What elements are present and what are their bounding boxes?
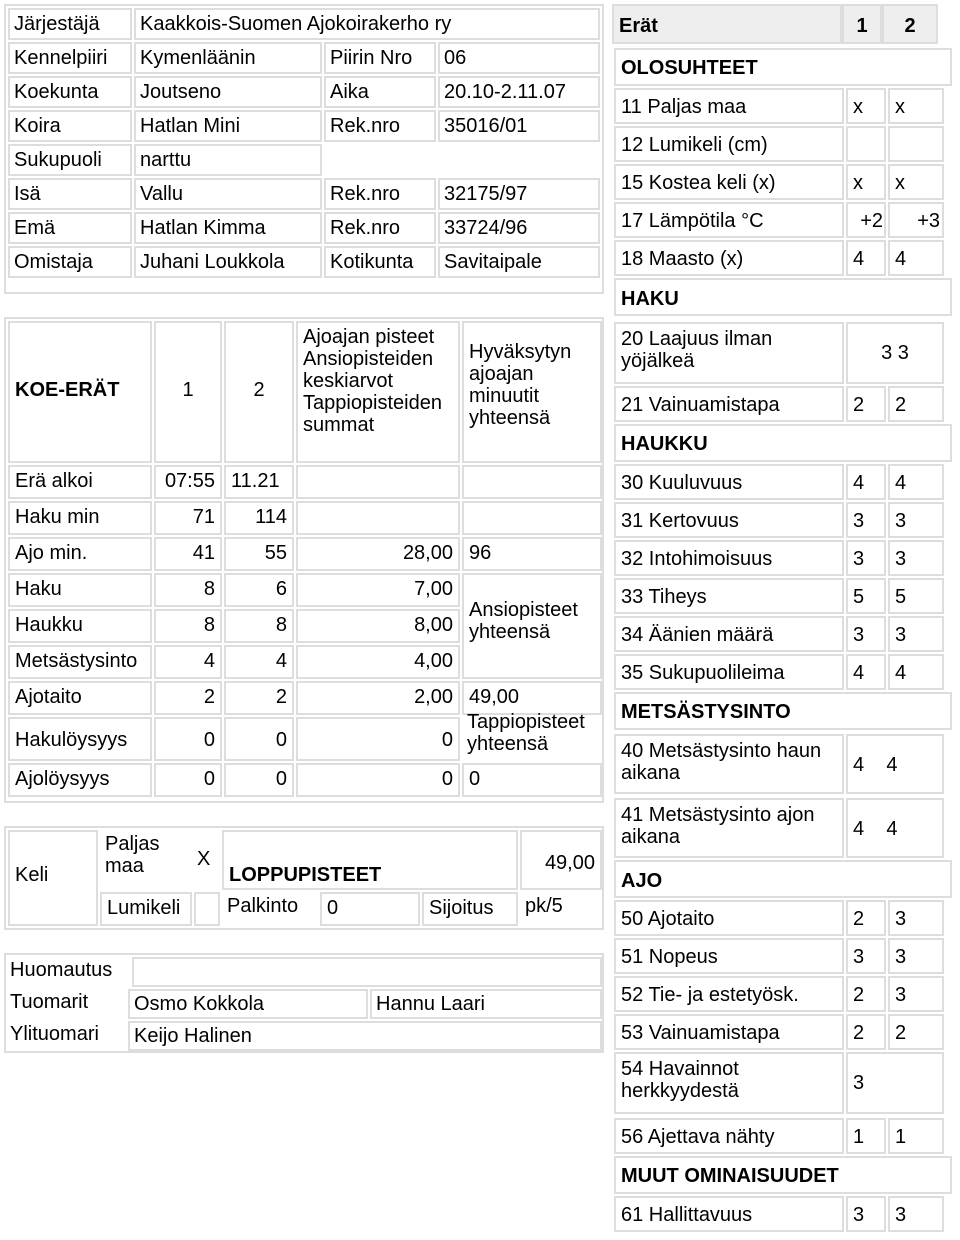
r12-label: 12 Lumikeli (cm) xyxy=(614,126,844,162)
r31-label: 31 Kertovuus xyxy=(614,502,844,538)
hakuloysyys-2: 0 xyxy=(224,717,294,761)
ajo-min-2: 55 xyxy=(224,537,294,571)
hakuloysyys-3: 0 xyxy=(296,717,460,761)
right-panel xyxy=(612,4,956,1236)
r17-b: +3 xyxy=(888,202,944,238)
judges-panel xyxy=(4,953,604,1053)
ansiopisteet-yhteensa: Ansiopisteet yhteensä xyxy=(462,573,602,679)
r18-a: 4 xyxy=(846,240,886,276)
haku-min-2: 114 xyxy=(224,501,294,535)
info-table xyxy=(6,6,602,280)
era-alkoi-2: 11.21 xyxy=(224,465,294,499)
haukku-label: Haukku xyxy=(8,609,152,643)
ajo-min-3: 28,00 xyxy=(296,537,460,571)
loppupisteet-label: LOPPUPISTEET xyxy=(222,830,518,890)
sijoitus-value: pk/5 xyxy=(525,895,563,917)
r15-a: x xyxy=(846,164,886,200)
value-aika: 20.10-2.11.07 xyxy=(438,76,600,108)
label-koekunta: Koekunta xyxy=(8,76,132,108)
r35-a: 4 xyxy=(846,654,886,690)
haukku-2: 8 xyxy=(224,609,294,643)
r54-a: 3 xyxy=(846,1052,944,1114)
ajotaito-3: 2,00 xyxy=(296,681,460,715)
r61-a: 3 xyxy=(846,1196,886,1232)
value-koira: Hatlan Mini xyxy=(134,110,322,142)
r61-b: 3 xyxy=(888,1196,944,1232)
era-alkoi-label: Erä alkoi xyxy=(8,465,152,499)
value-kennelpiiri: Kymenläänin xyxy=(134,42,322,74)
r31-a: 3 xyxy=(846,502,886,538)
r20-value xyxy=(846,322,944,384)
final-panel xyxy=(4,826,604,930)
ajoloysyys-1: 0 xyxy=(154,763,222,797)
value-ema-rek: 33724/96 xyxy=(438,212,600,244)
r32-b: 3 xyxy=(888,540,944,576)
r53-b: 2 xyxy=(888,1014,944,1050)
r40-a: 4 xyxy=(853,754,865,776)
r18-label: 18 Maasto (x) xyxy=(614,240,844,276)
r33-label: 33 Tiheys xyxy=(614,578,844,614)
r40-value xyxy=(846,734,944,794)
label-isa: Isä xyxy=(8,178,132,210)
r11-b: x xyxy=(888,88,944,124)
ajotaito-2: 2 xyxy=(224,681,294,715)
erat-1: 1 xyxy=(842,4,882,44)
scores-panel xyxy=(4,317,604,803)
metsastysinto-2: 4 xyxy=(224,645,294,679)
r56-a: 1 xyxy=(846,1118,886,1154)
label-omistaja: Omistaja xyxy=(8,246,132,278)
haku-3: 7,00 xyxy=(296,573,460,607)
r11-a: x xyxy=(846,88,886,124)
r56-b: 1 xyxy=(888,1118,944,1154)
ajoloysyys-3: 0 xyxy=(296,763,460,797)
value-koira-rek: 35016/01 xyxy=(438,110,600,142)
loppupisteet-value: 49,00 xyxy=(520,830,602,890)
r61-label: 61 Hallittavuus xyxy=(614,1196,844,1232)
era-alkoi-1: 07:55 xyxy=(154,465,222,499)
label-kotikunta: Kotikunta xyxy=(324,246,436,278)
haku-min-label: Haku min xyxy=(8,501,152,535)
r41-value xyxy=(846,798,944,858)
r40-b: 4 xyxy=(886,754,898,776)
metsastysinto-label: Metsästysinto xyxy=(8,645,152,679)
ajo-min-label: Ajo min. xyxy=(8,537,152,571)
ylituomari-name: Keijo Halinen xyxy=(128,1021,602,1051)
label-piirin-nro: Piirin Nro xyxy=(324,42,436,74)
tappiopisteet-yhteensa: Tappiopisteet yhteensä xyxy=(467,711,585,755)
r20-label: 20 Laajuus ilman yöjälkeä xyxy=(614,322,844,384)
metsastysinto-3: 4,00 xyxy=(296,645,460,679)
r30-b: 4 xyxy=(888,464,944,500)
haku-min-1: 71 xyxy=(154,501,222,535)
r52-a: 2 xyxy=(846,976,886,1012)
r34-a: 3 xyxy=(846,616,886,652)
r20-b: 3 xyxy=(897,342,909,364)
r35-label: 35 Sukupuolileima xyxy=(614,654,844,690)
era-alkoi-4 xyxy=(462,465,602,499)
haku-heading: HAKU xyxy=(614,278,952,316)
keli-label: Keli xyxy=(8,830,98,926)
haukku-heading: HAUKKU xyxy=(614,424,952,462)
ajotaito-label: Ajotaito xyxy=(8,681,152,715)
hakuloysyys-1: 0 xyxy=(154,717,222,761)
palkinto-label: Palkinto xyxy=(227,895,299,917)
haku-min-3 xyxy=(296,501,460,535)
haku-label: Haku xyxy=(8,573,152,607)
r12-b xyxy=(888,126,944,162)
r12-a xyxy=(846,126,886,162)
paljas-maa-x: X xyxy=(197,848,211,870)
r41-a: 4 xyxy=(853,818,865,840)
r51-a: 3 xyxy=(846,938,886,974)
hakuloysyys-label: Hakulöysyys xyxy=(8,717,152,761)
tuomarit-label: Tuomarit xyxy=(10,991,89,1013)
r11-label: 11 Paljas maa xyxy=(614,88,844,124)
r50-a: 2 xyxy=(846,900,886,936)
ajotaito-4: 49,00 xyxy=(462,681,602,715)
value-sukupuoli: narttu xyxy=(134,144,322,176)
r54-label: 54 Havainnot herkkyydestä xyxy=(614,1052,844,1114)
label-koira: Koira xyxy=(8,110,132,142)
r21-a: 2 xyxy=(846,386,886,422)
label-aika: Aika xyxy=(324,76,436,108)
r53-a: 2 xyxy=(846,1014,886,1050)
olosuhteet-heading: OLOSUHTEET xyxy=(614,48,952,86)
lumikeli-value xyxy=(194,892,220,926)
r20-a: 3 xyxy=(881,342,893,364)
label-kennelpiiri: Kennelpiiri xyxy=(8,42,132,74)
value-kotikunta: Savitaipale xyxy=(438,246,600,278)
r52-label: 52 Tie- ja estetyösk. xyxy=(614,976,844,1012)
r40-label: 40 Metsästysinto haun aikana xyxy=(614,734,844,794)
r50-b: 3 xyxy=(888,900,944,936)
r33-b: 5 xyxy=(888,578,944,614)
label-ema: Emä xyxy=(8,212,132,244)
r56-label: 56 Ajettava nähty xyxy=(614,1118,844,1154)
huomautus-label: Huomautus xyxy=(10,959,113,981)
value-koekunta: Joutseno xyxy=(134,76,322,108)
value-isa-rek: 32175/97 xyxy=(438,178,600,210)
ajo-heading: AJO xyxy=(614,860,952,898)
r15-label: 15 Kostea keli (x) xyxy=(614,164,844,200)
r41-label: 41 Metsästysinto ajon aikana xyxy=(614,798,844,858)
haku-1: 8 xyxy=(154,573,222,607)
haku-2: 6 xyxy=(224,573,294,607)
info-panel xyxy=(4,4,604,294)
tuomari-1: Osmo Kokkola xyxy=(128,989,368,1019)
ajoloysyys-label: Ajolöysyys xyxy=(8,763,152,797)
paljas-maa-label: Paljas maa xyxy=(105,833,160,877)
r17-a: +2 xyxy=(846,202,886,238)
ajoloysyys-2: 0 xyxy=(224,763,294,797)
erat-2: 2 xyxy=(882,4,938,44)
koe-erat-header: KOE-ERÄT xyxy=(8,321,152,463)
erat-header: Erät xyxy=(612,4,842,44)
value-jarjestaja: Kaakkois-Suomen Ajokoirakerho ry xyxy=(134,8,600,40)
r18-b: 4 xyxy=(888,240,944,276)
r34-b: 3 xyxy=(888,616,944,652)
metsastysinto-1: 4 xyxy=(154,645,222,679)
hyvaksytyn-header: Hyväksytyn ajoajan minuutit yhteensä xyxy=(462,321,602,463)
huomautus-value xyxy=(132,957,602,987)
era-1-header: 1 xyxy=(154,321,222,463)
r17-label: 17 Lämpötila °C xyxy=(614,202,844,238)
palkinto-value: 0 xyxy=(320,892,420,926)
empty-cell xyxy=(324,144,436,176)
tuomari-2: Hannu Laari xyxy=(370,989,602,1019)
value-piirin-nro: 06 xyxy=(438,42,600,74)
empty-cell xyxy=(438,144,600,176)
label-ema-rek: Rek.nro xyxy=(324,212,436,244)
r32-label: 32 Intohimoisuus xyxy=(614,540,844,576)
r51-label: 51 Nopeus xyxy=(614,938,844,974)
r15-b: x xyxy=(888,164,944,200)
ylituomari-label: Ylituomari xyxy=(10,1023,99,1045)
r52-b: 3 xyxy=(888,976,944,1012)
label-koira-rek: Rek.nro xyxy=(324,110,436,142)
era-2-header: 2 xyxy=(224,321,294,463)
r35-b: 4 xyxy=(888,654,944,690)
haku-min-4 xyxy=(462,501,602,535)
r41-b: 4 xyxy=(886,818,898,840)
ajoajan-pisteet-header: Ajoajan pisteet Ansiopisteiden keskiarvot Tappiopisteiden summat xyxy=(296,321,460,463)
haukku-1: 8 xyxy=(154,609,222,643)
r30-a: 4 xyxy=(846,464,886,500)
r30-label: 30 Kuuluvuus xyxy=(614,464,844,500)
ajoloysyys-4: 0 xyxy=(462,763,602,797)
r33-a: 5 xyxy=(846,578,886,614)
haukku-3: 8,00 xyxy=(296,609,460,643)
r32-a: 3 xyxy=(846,540,886,576)
value-omistaja: Juhani Loukkola xyxy=(134,246,322,278)
label-jarjestaja: Järjestäjä xyxy=(8,8,132,40)
r53-label: 53 Vainuamistapa xyxy=(614,1014,844,1050)
r21-label: 21 Vainuamistapa xyxy=(614,386,844,422)
sijoitus-label: Sijoitus xyxy=(422,892,518,926)
r21-b: 2 xyxy=(888,386,944,422)
ajo-min-1: 41 xyxy=(154,537,222,571)
value-ema: Hatlan Kimma xyxy=(134,212,322,244)
label-isa-rek: Rek.nro xyxy=(324,178,436,210)
era-alkoi-3 xyxy=(296,465,460,499)
lumikeli-label: Lumikeli xyxy=(100,892,192,926)
r34-label: 34 Äänien määrä xyxy=(614,616,844,652)
muut-heading: MUUT OMINAISUUDET xyxy=(614,1156,952,1194)
label-sukupuoli: Sukupuoli xyxy=(8,144,132,176)
metsastysinto-heading: METSÄSTYSINTO xyxy=(614,692,952,730)
r51-b: 3 xyxy=(888,938,944,974)
r50-label: 50 Ajotaito xyxy=(614,900,844,936)
r31-b: 3 xyxy=(888,502,944,538)
ajo-min-4: 96 xyxy=(462,537,602,571)
value-isa: Vallu xyxy=(134,178,322,210)
ajotaito-1: 2 xyxy=(154,681,222,715)
